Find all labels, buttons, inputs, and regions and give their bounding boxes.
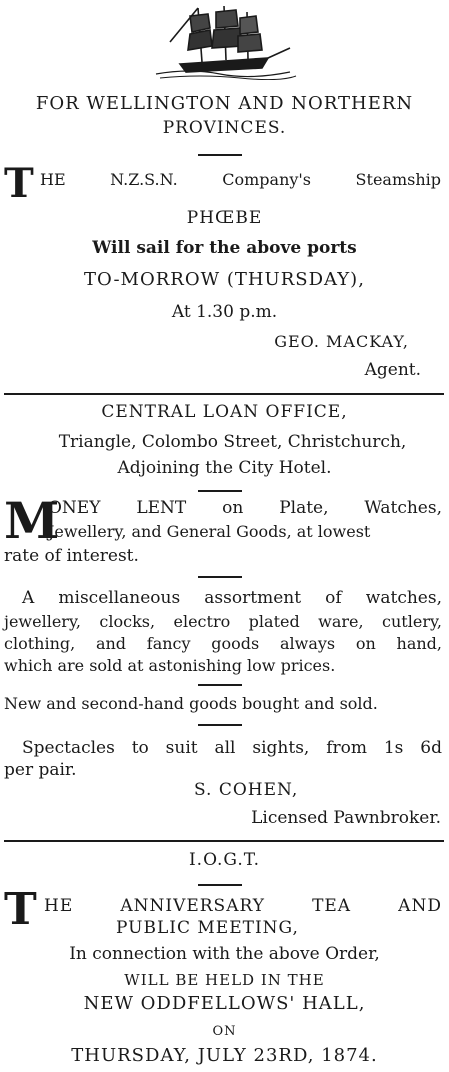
short-rule [198, 154, 242, 156]
ad2-address-line-2: Adjoining the City Hotel. [117, 458, 332, 478]
short-rule [198, 884, 242, 886]
word: A [22, 588, 35, 608]
word: Steamship [355, 170, 441, 189]
word: on [222, 498, 244, 518]
ad2-para1-line-1 [48, 498, 442, 518]
word: all [214, 738, 236, 758]
ad2-para1-line-3: rate of interest. [4, 546, 139, 566]
ad3-line-7: THURSDAY, JULY 23RD, 1874. [71, 1045, 378, 1066]
ad2-address-line-1: Triangle, Colombo Street, Christchurch, [58, 432, 407, 452]
ad3-line-6: ON [212, 1024, 237, 1039]
ad3-line-3: In connection with the above Order, [69, 944, 380, 964]
word: cutlery, [382, 612, 442, 631]
word: ONEY [48, 498, 101, 518]
sailing-notice: Will sail for the above ports [92, 238, 357, 258]
word: electro [173, 612, 231, 631]
short-rule [198, 490, 242, 492]
signer-name: S. COHEN, [194, 780, 299, 800]
ad2-para2-line-4: which are sold at astonishing low prices. [4, 656, 336, 675]
ship-engraving-icon [150, 2, 300, 80]
ad1-intro-line [40, 170, 441, 190]
word: and [95, 634, 127, 653]
ad2-para2-line-2 [4, 612, 442, 632]
column-rule [4, 393, 444, 395]
agent-name: GEO. MACKAY, [274, 332, 409, 351]
drop-cap: M [4, 491, 60, 550]
ad2-para4-line-2: per pair. [4, 760, 77, 780]
short-rule [198, 724, 242, 726]
word: Plate, [279, 498, 329, 518]
word: clocks, [99, 612, 156, 631]
ad3-line-1 [44, 896, 442, 916]
word: sights, [252, 738, 310, 758]
ad2-para2-line-3 [4, 634, 442, 654]
word: to [131, 738, 149, 758]
word: from [326, 738, 367, 758]
word: Company's [222, 170, 312, 189]
ad3-line-4: WILL BE HELD IN THE [124, 971, 325, 989]
word: AND [398, 896, 442, 916]
word: fancy [146, 634, 191, 653]
word: 1s [383, 738, 404, 758]
word: HE [44, 896, 74, 916]
word: miscellaneous [58, 588, 181, 608]
sailing-date: TO-MORROW (THURSDAY), [84, 269, 365, 290]
ship-name: PHŒBE [186, 208, 263, 228]
short-rule [198, 684, 242, 686]
ad2-para1-line-2: Jewellery, and General Goods, at lowest [48, 522, 371, 541]
ad2-heading: CENTRAL LOAN OFFICE, [101, 402, 348, 422]
word: 6d [420, 738, 442, 758]
word: Watches, [364, 498, 442, 518]
ad2-para4-line-1 [22, 738, 442, 758]
word: of [325, 588, 342, 608]
drop-cap: T [4, 884, 37, 935]
word: jewellery, [4, 612, 81, 631]
ad1-heading-line-2: PROVINCES. [162, 118, 287, 138]
word: clothing, [4, 634, 76, 653]
word: LENT [136, 498, 187, 518]
word: HE [40, 170, 66, 189]
word: TEA [312, 896, 352, 916]
word: watches, [365, 588, 442, 608]
ad2-para3: New and second-hand goods bought and sold. [4, 694, 378, 713]
word: ANNIVERSARY [120, 896, 265, 916]
column-rule [4, 840, 444, 842]
ad1-heading-line-1: FOR WELLINGTON AND NORTHERN [35, 93, 414, 114]
word: ware, [318, 612, 364, 631]
agent-title: Agent. [364, 360, 421, 380]
signer-title: Licensed Pawnbroker. [251, 808, 441, 828]
word: N.Z.S.N. [110, 170, 178, 189]
short-rule [198, 576, 242, 578]
word: on [355, 634, 376, 653]
word: goods [211, 634, 260, 653]
sailing-time: At 1.30 p.m. [171, 302, 278, 322]
ad3-heading: I.O.G.T. [188, 850, 261, 870]
word: hand, [396, 634, 442, 653]
word: always [279, 634, 336, 653]
word: suit [165, 738, 198, 758]
drop-cap: T [4, 160, 34, 207]
word: plated [248, 612, 300, 631]
ad2-para2-line-1 [22, 588, 442, 608]
word: Spectacles [22, 738, 115, 758]
ad3-line-2: PUBLIC MEETING, [116, 918, 299, 938]
word: assortment [204, 588, 302, 608]
ad3-line-5: NEW ODDFELLOWS' HALL, [83, 993, 366, 1014]
